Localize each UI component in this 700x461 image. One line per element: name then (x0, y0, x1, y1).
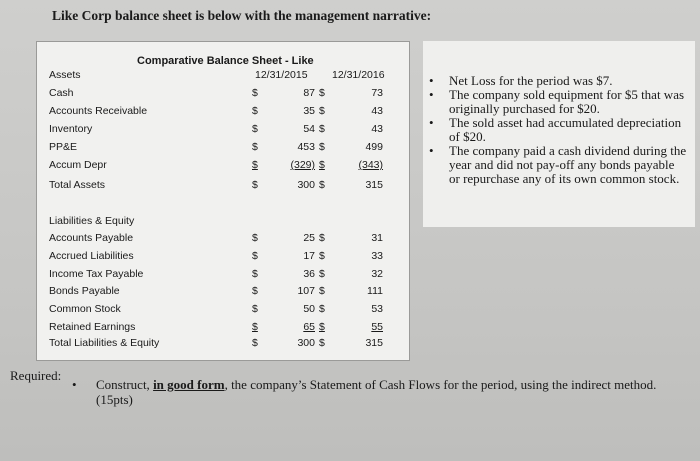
note-text: The sold asset had accumulated depreciation of $20. (449, 115, 682, 144)
dollar-sign: $ (252, 321, 258, 333)
bullet-icon: • (429, 73, 434, 88)
table-row (37, 159, 409, 175)
narrative-list (423, 74, 687, 186)
dollar-sign: $ (319, 87, 325, 99)
balance-sheet-table (36, 41, 410, 361)
row-label: Accounts Receivable (49, 105, 148, 117)
dollar-sign: $ (319, 250, 325, 262)
dollar-sign: $ (252, 159, 258, 171)
table-row (37, 285, 409, 301)
list-item (423, 116, 687, 144)
value-2015: 65 (303, 321, 315, 333)
dollar-sign: $ (319, 159, 325, 171)
table-row (37, 87, 409, 103)
note-text: Net Loss for the period was $7. (449, 73, 613, 88)
note-text: The company sold equipment for $5 that was originally purchased for $20. (449, 87, 685, 116)
table-row (37, 123, 409, 139)
row-label: Inventory (49, 123, 93, 135)
value-2015: 54 (303, 123, 315, 135)
dollar-sign: $ (319, 268, 325, 280)
value-2016: 315 (365, 179, 383, 191)
dollar-sign: $ (252, 285, 258, 297)
dollar-sign: $ (252, 303, 258, 315)
required-emphasis: in good form (153, 377, 225, 392)
header-row (37, 69, 409, 85)
liabilities-header-row (37, 215, 409, 231)
note-text: The company paid a cash dividend during the year and did not pay-off any bonds payable or repurchase any of its own common stock. (449, 143, 687, 186)
dollar-sign: $ (252, 123, 258, 135)
value-2016: 499 (365, 141, 383, 153)
row-label: Total Liabilities & Equity (49, 337, 160, 349)
management-narrative (423, 41, 695, 227)
row-label: PP&E (49, 141, 78, 153)
table-row (37, 337, 409, 353)
table-row (37, 250, 409, 266)
table-row (37, 105, 409, 121)
value-2015: 300 (297, 179, 315, 191)
intro-text: Like Corp balance sheet is below with the management narrative: (52, 8, 432, 23)
list-item (423, 88, 687, 116)
dollar-sign: $ (252, 179, 258, 191)
col-2016-header: 12/31/2016 (332, 69, 385, 81)
dollar-sign: $ (319, 123, 325, 135)
assets-header: Assets (49, 69, 81, 81)
balance-sheet-title: Comparative Balance Sheet - Like (137, 55, 314, 67)
table-row (37, 303, 409, 319)
value-2015: 36 (303, 268, 315, 280)
required-text-start: Construct, (96, 377, 154, 392)
dollar-sign: $ (252, 105, 258, 117)
value-2016: 31 (371, 232, 383, 244)
dollar-sign: $ (252, 268, 258, 280)
dollar-sign: $ (252, 337, 258, 349)
bullet-icon: • (72, 377, 77, 392)
row-label: Total Assets (49, 179, 106, 191)
row-label: Income Tax Payable (49, 268, 144, 280)
dollar-sign: $ (319, 105, 325, 117)
value-2015: 25 (303, 232, 315, 244)
value-2015: 50 (303, 303, 315, 315)
required-text (96, 377, 666, 407)
value-2015: 87 (303, 87, 315, 99)
bullet-icon: • (429, 115, 434, 130)
bullet-icon: • (429, 87, 434, 102)
value-2016: 73 (371, 87, 383, 99)
value-2015: 453 (297, 141, 315, 153)
value-2015: 35 (303, 105, 315, 117)
row-label: Retained Earnings (49, 321, 136, 333)
list-item (423, 74, 687, 88)
table-row (37, 141, 409, 157)
row-label: Accounts Payable (49, 232, 134, 244)
dollar-sign: $ (319, 285, 325, 297)
dollar-sign: $ (252, 232, 258, 244)
row-label: Accrued Liabilities (49, 250, 134, 262)
value-2015: (329) (290, 159, 315, 171)
value-2016: 315 (365, 337, 383, 349)
required-label: Required: (10, 368, 62, 383)
dollar-sign: $ (319, 232, 325, 244)
bullet-icon: • (429, 143, 434, 158)
value-2016: 53 (371, 303, 383, 315)
row-label: Accum Depr (49, 159, 107, 171)
table-row (37, 232, 409, 248)
dollar-sign: $ (319, 141, 325, 153)
table-row (37, 179, 409, 195)
dollar-sign: $ (252, 87, 258, 99)
value-2016: 33 (371, 250, 383, 262)
row-label: Common Stock (49, 303, 121, 315)
value-2016: (343) (358, 159, 383, 171)
row-label: Cash (49, 87, 74, 99)
list-item (423, 144, 687, 186)
dollar-sign: $ (252, 250, 258, 262)
value-2015: 17 (303, 250, 315, 262)
table-row (37, 268, 409, 284)
value-2016: 111 (367, 285, 383, 297)
dollar-sign: $ (319, 321, 325, 333)
value-2015: 300 (297, 337, 315, 349)
value-2016: 43 (371, 105, 383, 117)
value-2016: 32 (371, 268, 383, 280)
dollar-sign: $ (319, 179, 325, 191)
required-text-end: , the company’s Statement of Cash Flows for the period, using the indirect method. (15pts) (96, 377, 657, 407)
dollar-sign: $ (319, 337, 325, 349)
value-2016: 55 (371, 321, 383, 333)
row-label: Bonds Payable (49, 285, 120, 297)
value-2016: 43 (371, 123, 383, 135)
dollar-sign: $ (319, 303, 325, 315)
col-2015-header: 12/31/2015 (255, 69, 308, 81)
liabilities-header: Liabilities & Equity (49, 215, 135, 227)
table-row (37, 321, 409, 337)
dollar-sign: $ (252, 141, 258, 153)
value-2015: 107 (297, 285, 315, 297)
